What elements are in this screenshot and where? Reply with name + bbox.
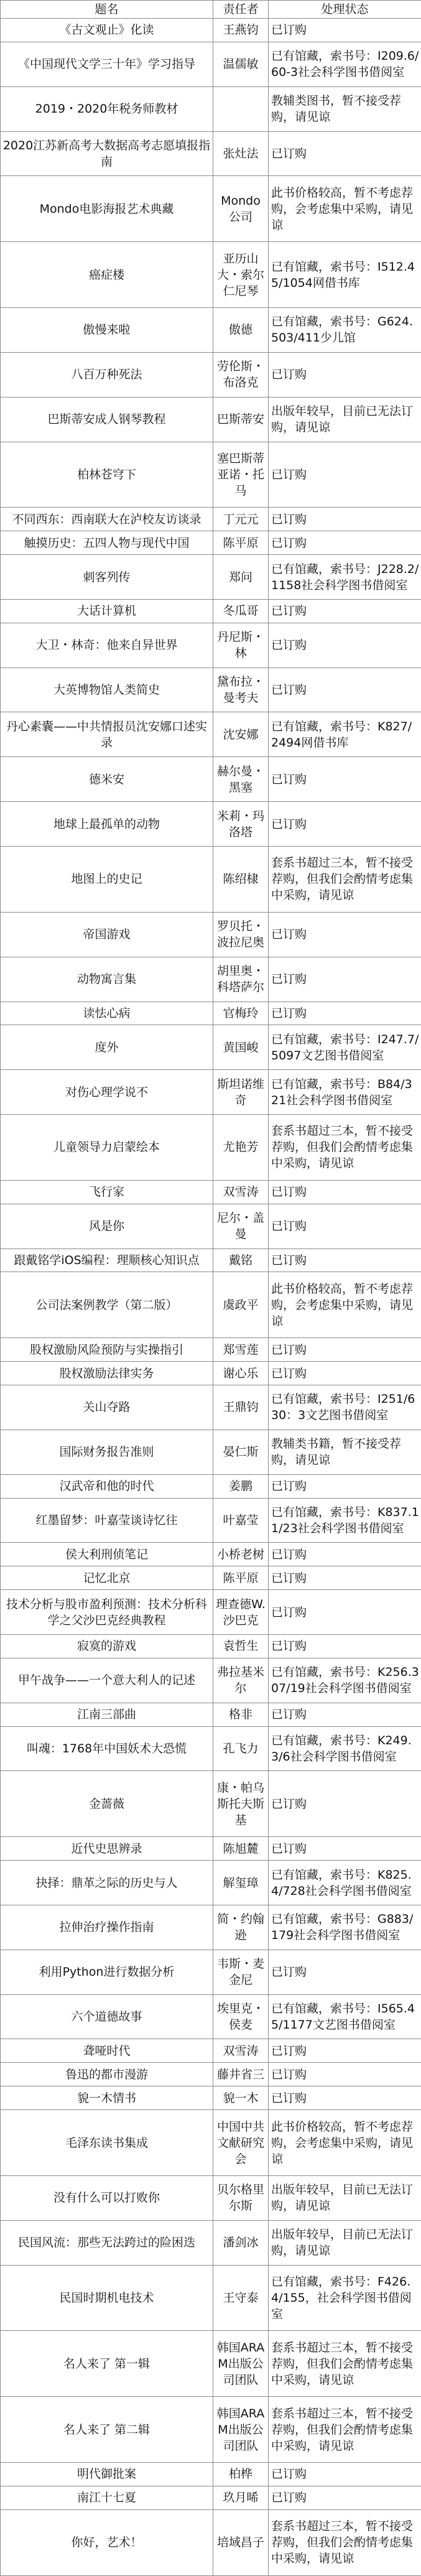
table-row	[1, 2331, 421, 2397]
author-cell: 王鼎钧	[213, 1385, 269, 1430]
title-cell: 2020江苏新高考大数据高考志愿填报指南	[1, 131, 213, 176]
title-cell: 拉伸治疗操作指南	[1, 1905, 213, 1950]
table-row	[1, 712, 421, 757]
table-row	[1, 2086, 421, 2110]
table-row	[1, 176, 421, 242]
author-cell: 解玺璋	[213, 1861, 269, 1905]
table-row	[1, 1566, 421, 1590]
status-cell: 套系书超过三本，暂不接受荐购，但我们会酌情考虑集中采购，请见谅	[269, 2331, 421, 2397]
table-row	[1, 1338, 421, 1362]
table-row	[1, 531, 421, 555]
author-cell: 孔飞力	[213, 1726, 269, 1771]
author-cell: 陈绍棣	[213, 847, 269, 913]
status-cell: 已订购	[269, 1180, 421, 1204]
status-cell: 已订购	[269, 1950, 421, 1994]
title-cell: 技术分析与股市盈利预测：技术分析科学之父沙巴克经典教程	[1, 1590, 213, 1635]
author-cell: 郑问	[213, 555, 269, 600]
status-cell: 已有馆藏，索书号：B84/321社会科学图书借阅室	[269, 1070, 421, 1115]
table-row	[1, 667, 421, 712]
author-cell: 劳伦斯・布洛克	[213, 352, 269, 397]
status-cell: 此书价格较高，暂不考虑荐购，会考虑集中采购，请见谅	[269, 1272, 421, 1338]
table-row	[1, 2039, 421, 2063]
table-row	[1, 1430, 421, 1474]
author-cell: 理查德W.沙巴克	[213, 1590, 269, 1635]
author-cell: 藤井省三	[213, 2063, 269, 2086]
title-cell: 傲慢来啦	[1, 308, 213, 353]
header-status: 处理状态	[269, 1, 421, 19]
title-cell: 大话计算机	[1, 599, 213, 623]
table-row	[1, 1703, 421, 1726]
title-cell: 江南三部曲	[1, 1703, 213, 1726]
status-cell: 已订购	[269, 2486, 421, 2509]
title-cell: 红墨留梦：叶嘉莹谈诗忆往	[1, 1498, 213, 1543]
title-cell: 六个道德故事	[1, 1994, 213, 2039]
header-title: 题名	[1, 1, 213, 19]
status-cell: 已订购	[269, 1248, 421, 1272]
title-cell: 寂寞的游戏	[1, 1635, 213, 1658]
status-cell: 已订购	[269, 912, 421, 957]
status-cell: 已有馆藏，索书号：I251/630：3文艺图书借阅室	[269, 1385, 421, 1430]
table-row	[1, 2397, 421, 2463]
status-cell: 已订购	[269, 1002, 421, 1025]
title-cell: 抉择：鼎革之际的历史与人	[1, 1861, 213, 1905]
title-cell: 民国时期机电技术	[1, 2265, 213, 2331]
status-cell: 已订购	[269, 1635, 421, 1658]
table-row	[1, 308, 421, 353]
title-cell: 地球上最孤单的动物	[1, 802, 213, 847]
title-cell: 八百万种死法	[1, 352, 213, 397]
title-cell: 动物寓言集	[1, 957, 213, 1002]
title-cell: 股权激励法律实务	[1, 1362, 213, 1385]
author-cell: 罗贝托・波拉尼奥	[213, 912, 269, 957]
title-cell: 毛泽东读书集成	[1, 2110, 213, 2176]
status-cell: 已订购	[269, 1474, 421, 1498]
table-row	[1, 2175, 421, 2220]
author-cell: 贝尔格里尔斯	[213, 2175, 269, 2220]
author-cell: 格非	[213, 1703, 269, 1726]
table-row	[1, 757, 421, 802]
title-cell: 德米安	[1, 757, 213, 802]
title-cell: 近代史思辨录	[1, 1837, 213, 1861]
status-cell: 已订购	[269, 1543, 421, 1566]
author-cell: 戴铭	[213, 1248, 269, 1272]
author-cell: 尼尔・盖曼	[213, 1204, 269, 1248]
table-row	[1, 1950, 421, 1994]
author-cell: 王燕钧	[213, 19, 269, 42]
title-cell: 刺客列传	[1, 555, 213, 600]
author-cell: 巴斯蒂安	[213, 397, 269, 442]
table-row	[1, 397, 421, 442]
title-cell: 《古文观止》化读	[1, 19, 213, 42]
title-cell: 南江十七夏	[1, 2486, 213, 2509]
table-row	[1, 1204, 421, 1248]
title-cell: 利用Python进行数据分析	[1, 1950, 213, 1994]
author-cell: 康・帕乌斯托夫斯基	[213, 1771, 269, 1837]
status-cell: 出版年较早，目前已无法订购，请见谅	[269, 2220, 421, 2265]
status-cell: 已订购	[269, 531, 421, 555]
author-cell: 塞巴斯蒂亚诺・托马	[213, 442, 269, 508]
status-cell: 已订购	[269, 508, 421, 531]
status-cell: 已订购	[269, 957, 421, 1002]
status-cell: 教辅类书籍，暂不接受荐购，请见谅	[269, 1430, 421, 1474]
table-row	[1, 1590, 421, 1635]
author-cell: 中国中共文献研究会	[213, 2110, 269, 2176]
author-cell: 丁元元	[213, 508, 269, 531]
status-cell: 已有馆藏，索书号：F426.4/155，社会科学图书借阅室	[269, 2265, 421, 2331]
status-cell: 已订购	[269, 623, 421, 667]
author-cell	[213, 86, 269, 131]
table-row	[1, 2110, 421, 2176]
status-cell: 已有馆藏，索书号：J228.2/1158社会科学图书借阅室	[269, 555, 421, 600]
author-cell: 斯坦诺维奇	[213, 1070, 269, 1115]
title-cell: 关山夺路	[1, 1385, 213, 1430]
table-row	[1, 2265, 421, 2331]
status-cell: 已有馆藏，索书号：I209.6/60-3社会科学图书借阅室	[269, 42, 421, 86]
author-cell: 小桥老树	[213, 1543, 269, 1566]
author-cell: 胡里奥・科塔萨尔	[213, 957, 269, 1002]
table-row	[1, 352, 421, 397]
status-cell: 已订购	[269, 1566, 421, 1590]
table-row	[1, 2462, 421, 2486]
status-cell: 套系书超过三本，暂不接受荐购，但我们会酌情考虑集中采购，请见谅	[269, 1115, 421, 1181]
author-cell: 弗拉基米尔	[213, 1658, 269, 1703]
author-cell: 简・约翰逊	[213, 1905, 269, 1950]
author-cell: 张灶法	[213, 131, 269, 176]
table-row	[1, 1771, 421, 1837]
author-cell: 黛布拉・曼考夫	[213, 667, 269, 712]
title-cell: 名人来了 第一辑	[1, 2331, 213, 2397]
table-row	[1, 242, 421, 308]
author-cell: 培域昌子	[213, 2509, 269, 2575]
title-cell: 汉武帝和他的时代	[1, 1474, 213, 1498]
title-cell: 民国风流：那些无法跨过的险困迭	[1, 2220, 213, 2265]
title-cell: 触摸历史：五四人物与现代中国	[1, 531, 213, 555]
status-cell: 已订购	[269, 2086, 421, 2110]
author-cell: 袁哲生	[213, 1635, 269, 1658]
author-cell: 傲德	[213, 308, 269, 353]
status-cell: 已有馆藏，索书号：I247.7/5097文艺图书借阅室	[269, 1025, 421, 1070]
status-cell: 已订购	[269, 757, 421, 802]
author-cell: Mondo公司	[213, 176, 269, 242]
status-cell: 套系书超过三本，暂不接受荐购，但我们会酌情考虑集中采购，请见谅	[269, 2509, 421, 2575]
title-cell: 大英博物馆人类简史	[1, 667, 213, 712]
status-cell: 已订购	[269, 802, 421, 847]
author-cell: 埃里克・侯麦	[213, 1994, 269, 2039]
status-cell: 已有馆藏，索书号：G624.503/411少儿馆	[269, 308, 421, 353]
status-cell: 已有馆藏，索书号：G883/179社会科学图书借阅室	[269, 1905, 421, 1950]
title-cell: 不同西东：西南联大在泸校友访谈录	[1, 508, 213, 531]
author-cell: 丹尼斯・林	[213, 623, 269, 667]
table-row	[1, 1385, 421, 1430]
title-cell: 公司法案例教学（第二版）	[1, 1272, 213, 1338]
table-row	[1, 1180, 421, 1204]
status-cell: 已订购	[269, 2462, 421, 2486]
author-cell: 尤艳芳	[213, 1115, 269, 1181]
title-cell: 飞行家	[1, 1180, 213, 1204]
table-header-row	[1, 1, 421, 19]
status-cell: 已订购	[269, 599, 421, 623]
author-cell: 潘剑冰	[213, 2220, 269, 2265]
author-cell: 陈平原	[213, 1566, 269, 1590]
table-row	[1, 1658, 421, 1703]
author-cell: 陈平原	[213, 531, 269, 555]
author-cell: 王守泰	[213, 2265, 269, 2331]
author-cell: 谢心乐	[213, 1362, 269, 1385]
status-cell: 已订购	[269, 1204, 421, 1248]
author-cell: 韩国ARAM出版公司团队	[213, 2397, 269, 2463]
title-cell: 癌症楼	[1, 242, 213, 308]
title-cell: 金蔷薇	[1, 1771, 213, 1837]
table-row	[1, 847, 421, 913]
title-cell: 帝国游戏	[1, 912, 213, 957]
status-cell: 已订购	[269, 1338, 421, 1362]
title-cell: 名人来了 第二辑	[1, 2397, 213, 2463]
title-cell: 甲午战争——一个意大利人的记述	[1, 1658, 213, 1703]
title-cell: 股权激励风险预防与实操指引	[1, 1338, 213, 1362]
title-cell: 你好，艺术！	[1, 2509, 213, 2575]
table-row	[1, 1635, 421, 1658]
status-cell: 此书价格较高，暂不考虑荐购，会考虑集中采购，请见谅	[269, 176, 421, 242]
table-row	[1, 1070, 421, 1115]
title-cell: 鲁迅的都市漫游	[1, 2063, 213, 2086]
table-row	[1, 599, 421, 623]
table-row	[1, 2486, 421, 2509]
title-cell: 地图上的史记	[1, 847, 213, 913]
status-cell: 已订购	[269, 1590, 421, 1635]
status-cell: 已订购	[269, 1362, 421, 1385]
author-cell: 陈旭麓	[213, 1837, 269, 1861]
status-cell: 已有馆藏，索书号：K256.307/19社会科学图书借阅室	[269, 1658, 421, 1703]
table-row	[1, 1362, 421, 1385]
author-cell: 双雪涛	[213, 1180, 269, 1204]
title-cell: 跟戴铭学iOS编程：理顺核心知识点	[1, 1248, 213, 1272]
title-cell: 没有什么可以打败你	[1, 2175, 213, 2220]
table-row	[1, 802, 421, 847]
status-cell: 已订购	[269, 667, 421, 712]
status-cell: 已订购	[269, 442, 421, 508]
status-cell: 套系书超过三本，暂不接受荐购，但我们会酌情考虑集中采购，请见谅	[269, 847, 421, 913]
table-row	[1, 1002, 421, 1025]
table-row	[1, 1115, 421, 1181]
author-cell: 亚历山大・索尔仁尼琴	[213, 242, 269, 308]
table-row	[1, 912, 421, 957]
table-row	[1, 957, 421, 1002]
table-row	[1, 555, 421, 600]
title-cell: 柏林苍穹下	[1, 442, 213, 508]
author-cell: 虞政平	[213, 1272, 269, 1338]
status-cell: 已订购	[269, 1703, 421, 1726]
status-cell: 已订购	[269, 2039, 421, 2063]
author-cell: 韩国ARAM出版公司团队	[213, 2331, 269, 2397]
author-cell: 双雪涛	[213, 2039, 269, 2063]
status-cell: 套系书超过三本，暂不接受荐购，但我们会酌情考虑集中采购，请见谅	[269, 2397, 421, 2463]
table-row	[1, 442, 421, 508]
title-cell: 叫魂：1768年中国妖术大恐慌	[1, 1726, 213, 1771]
author-cell: 冬瓜哥	[213, 599, 269, 623]
status-cell: 出版年较早，目前已无法订购，请见谅	[269, 2175, 421, 2220]
author-cell: 沈安娜	[213, 712, 269, 757]
title-cell: 度外	[1, 1025, 213, 1070]
status-cell: 已有馆藏，索书号：I565.45/1177文艺图书借阅室	[269, 1994, 421, 2039]
status-cell: 已有馆藏，索书号：K825.4/728社会科学图书借阅室	[269, 1861, 421, 1905]
title-cell: 侯大利刑侦笔记	[1, 1543, 213, 1566]
title-cell: 记忆北京	[1, 1566, 213, 1590]
author-cell: 貌一木	[213, 2086, 269, 2110]
status-cell: 出版年较早，目前已无法订购，请见谅	[269, 397, 421, 442]
title-cell: 大卫・林奇：他来自异世界	[1, 623, 213, 667]
table-row	[1, 86, 421, 131]
table-row	[1, 1905, 421, 1950]
status-cell: 已有馆藏，索书号：K249.3/6社会科学图书借阅室	[269, 1726, 421, 1771]
title-cell: 对伤心理学说不	[1, 1070, 213, 1115]
table-row	[1, 42, 421, 86]
status-cell: 教辅类图书，暂不接受荐购，请见谅	[269, 86, 421, 131]
author-cell: 温儒敏	[213, 42, 269, 86]
title-cell: 风是你	[1, 1204, 213, 1248]
author-cell: 叶嘉莹	[213, 1498, 269, 1543]
author-cell: 韦斯・麦金尼	[213, 1950, 269, 1994]
title-cell: Mondo电影海报艺术典藏	[1, 176, 213, 242]
table-row	[1, 2509, 421, 2575]
table-row	[1, 1474, 421, 1498]
table-row	[1, 508, 421, 531]
title-cell: 儿童领导力启蒙绘本	[1, 1115, 213, 1181]
table-row	[1, 1994, 421, 2039]
status-cell: 已有馆藏，索书号：K837.11/23社会科学图书借阅室	[269, 1498, 421, 1543]
title-cell: 聋哑时代	[1, 2039, 213, 2063]
author-cell: 玖月晞	[213, 2486, 269, 2509]
table-row	[1, 1025, 421, 1070]
table-row	[1, 1837, 421, 1861]
table-row	[1, 19, 421, 42]
status-cell: 已有馆藏，索书号：I512.45/1054网借书库	[269, 242, 421, 308]
status-cell: 已订购	[269, 2063, 421, 2086]
title-cell: 丹心素囊——中共情报员沈安娜口述实录	[1, 712, 213, 757]
title-cell: 读怯心病	[1, 1002, 213, 1025]
author-cell: 郑雪莲	[213, 1338, 269, 1362]
table-row	[1, 1861, 421, 1905]
status-cell: 已订购	[269, 19, 421, 42]
author-cell: 晏仁斯	[213, 1430, 269, 1474]
author-cell: 黄国峻	[213, 1025, 269, 1070]
table-row	[1, 1272, 421, 1338]
author-cell: 姜鹏	[213, 1474, 269, 1498]
header-author: 责任者	[213, 1, 269, 19]
status-cell: 已订购	[269, 352, 421, 397]
title-cell: 《中国现代文学三十年》学习指导	[1, 42, 213, 86]
table-row	[1, 2220, 421, 2265]
author-cell: 官梅玲	[213, 1002, 269, 1025]
author-cell: 赫尔曼・黑塞	[213, 757, 269, 802]
status-cell: 此书价格较高，暂不考虑荐购，会考虑集中采购，请见谅	[269, 2110, 421, 2176]
table-body	[1, 19, 421, 2576]
title-cell: 巴斯蒂安成人钢琴教程	[1, 397, 213, 442]
status-cell: 已订购	[269, 1771, 421, 1837]
status-cell: 已订购	[269, 1837, 421, 1861]
title-cell: 2019・2020年税务师教材	[1, 86, 213, 131]
table-row	[1, 1248, 421, 1272]
title-cell: 国际财务报告准则	[1, 1430, 213, 1474]
title-cell: 貌一木情书	[1, 2086, 213, 2110]
table-row	[1, 1726, 421, 1771]
table-row	[1, 2063, 421, 2086]
author-cell: 柏桦	[213, 2462, 269, 2486]
author-cell: 米莉・玛洛塔	[213, 802, 269, 847]
table-row	[1, 1498, 421, 1543]
table-row	[1, 623, 421, 667]
status-cell: 已有馆藏，索书号：K827/2494网借书库	[269, 712, 421, 757]
title-cell: 明代御批案	[1, 2462, 213, 2486]
status-cell: 已订购	[269, 131, 421, 176]
table-row	[1, 1543, 421, 1566]
table-row	[1, 131, 421, 176]
